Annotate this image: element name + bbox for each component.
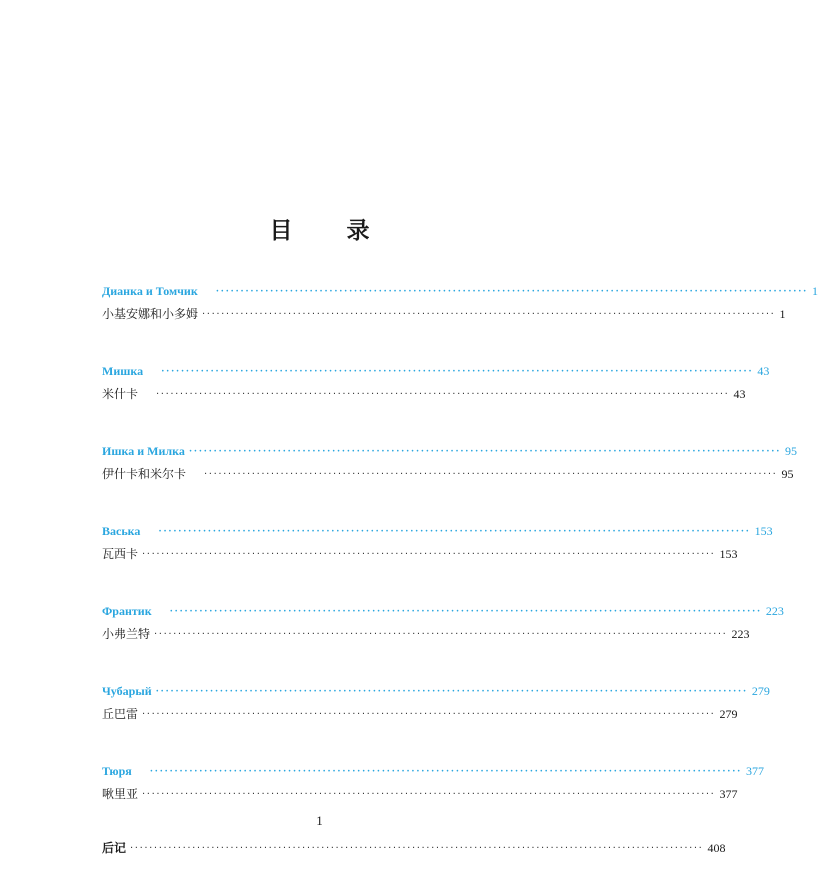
entry-title: Дианка и Томчик — [102, 284, 198, 298]
entry-page: 279 — [751, 684, 770, 698]
dot-leader: ························································································································ — [142, 709, 716, 720]
dot-leader: ························································································································ — [188, 446, 782, 457]
entry-title: 丘巴雷 — [102, 707, 139, 721]
entry-page: 223 — [765, 604, 784, 618]
entry-title: Васька — [102, 524, 141, 538]
dot-leader: ························································································································ — [149, 766, 742, 777]
entry-title: Тюря — [102, 764, 132, 778]
toc-group-frantik — [102, 600, 784, 646]
entry-title: 后记 — [102, 841, 127, 855]
toc-group-afterword — [102, 837, 726, 860]
table-of-contents — [102, 280, 818, 894]
dot-leader: ························································································································ — [130, 843, 704, 854]
entry-page: 1 — [779, 307, 786, 321]
toc-entry-zh[interactable] — [102, 463, 794, 486]
toc-entry-zh[interactable] — [102, 383, 746, 406]
entry-page: 43 — [757, 364, 770, 378]
entry-title: 瓦西卡 — [102, 547, 139, 561]
entry-title: Ишка и Милка — [102, 444, 185, 458]
title-char-2: 录 — [346, 217, 370, 244]
dot-leader: ························································································································ — [202, 309, 776, 320]
dot-leader: ························································································································ — [161, 366, 754, 377]
dot-leader: ························································································································ — [204, 469, 778, 480]
toc-entry-afterword[interactable] — [102, 837, 726, 860]
entry-title: Чубарый — [102, 684, 152, 698]
entry-page: 377 — [719, 787, 738, 801]
toc-entry-ru[interactable] — [102, 600, 784, 623]
entry-title: Мишка — [102, 364, 144, 378]
entry-page: 279 — [719, 707, 738, 721]
toc-group-mishka — [102, 360, 770, 406]
entry-page: 43 — [733, 387, 746, 401]
entry-title: 小基安娜和小多姆 — [102, 307, 199, 321]
dot-leader: ························································································································ — [142, 549, 716, 560]
toc-group-chubary — [102, 680, 770, 726]
dot-leader: ························································································································ — [142, 789, 716, 800]
toc-entry-ru[interactable] — [102, 280, 818, 303]
entry-page: 95 — [781, 467, 794, 481]
entry-title: Франтик — [102, 604, 152, 618]
entry-page: 1 — [811, 284, 818, 298]
toc-entry-zh[interactable] — [102, 623, 750, 646]
entry-title: 小弗兰特 — [102, 627, 151, 641]
toc-entry-zh[interactable] — [102, 303, 786, 326]
entry-page: 377 — [745, 764, 764, 778]
dot-leader: ························································································································ — [158, 526, 751, 537]
title-char-1: 目 — [269, 217, 293, 244]
toc-entry-zh[interactable] — [102, 543, 738, 566]
toc-entry-ru[interactable] — [102, 360, 770, 383]
entry-title: 米什卡 — [102, 387, 139, 401]
page-title — [0, 212, 639, 245]
entry-page: 153 — [754, 524, 773, 538]
page-number: 1 — [316, 813, 323, 828]
toc-entry-zh[interactable] — [102, 703, 738, 726]
entry-page: 95 — [785, 444, 798, 458]
dot-leader: ························································································································ — [155, 686, 748, 697]
toc-entry-ru[interactable] — [102, 520, 773, 543]
entry-title: 啾里亚 — [102, 787, 139, 801]
toc-entry-ru[interactable] — [102, 440, 798, 463]
dot-leader: ························································································································ — [156, 389, 730, 400]
entry-page: 153 — [719, 547, 738, 561]
dot-leader: ························································································································ — [154, 629, 728, 640]
toc-group-vaska — [102, 520, 773, 566]
toc-group-tyurya — [102, 760, 764, 806]
entry-page: 223 — [731, 627, 750, 641]
toc-group-ishka — [102, 440, 798, 486]
dot-leader: ························································································································ — [215, 286, 808, 297]
toc-entry-ru[interactable] — [102, 680, 770, 703]
toc-entry-zh[interactable] — [102, 783, 738, 806]
toc-entry-ru[interactable] — [102, 760, 764, 783]
dot-leader: ························································································································ — [169, 606, 762, 617]
entry-page: 408 — [707, 841, 726, 855]
entry-title: 伊什卡和米尔卡 — [102, 467, 187, 481]
toc-group-dianka — [102, 280, 818, 326]
